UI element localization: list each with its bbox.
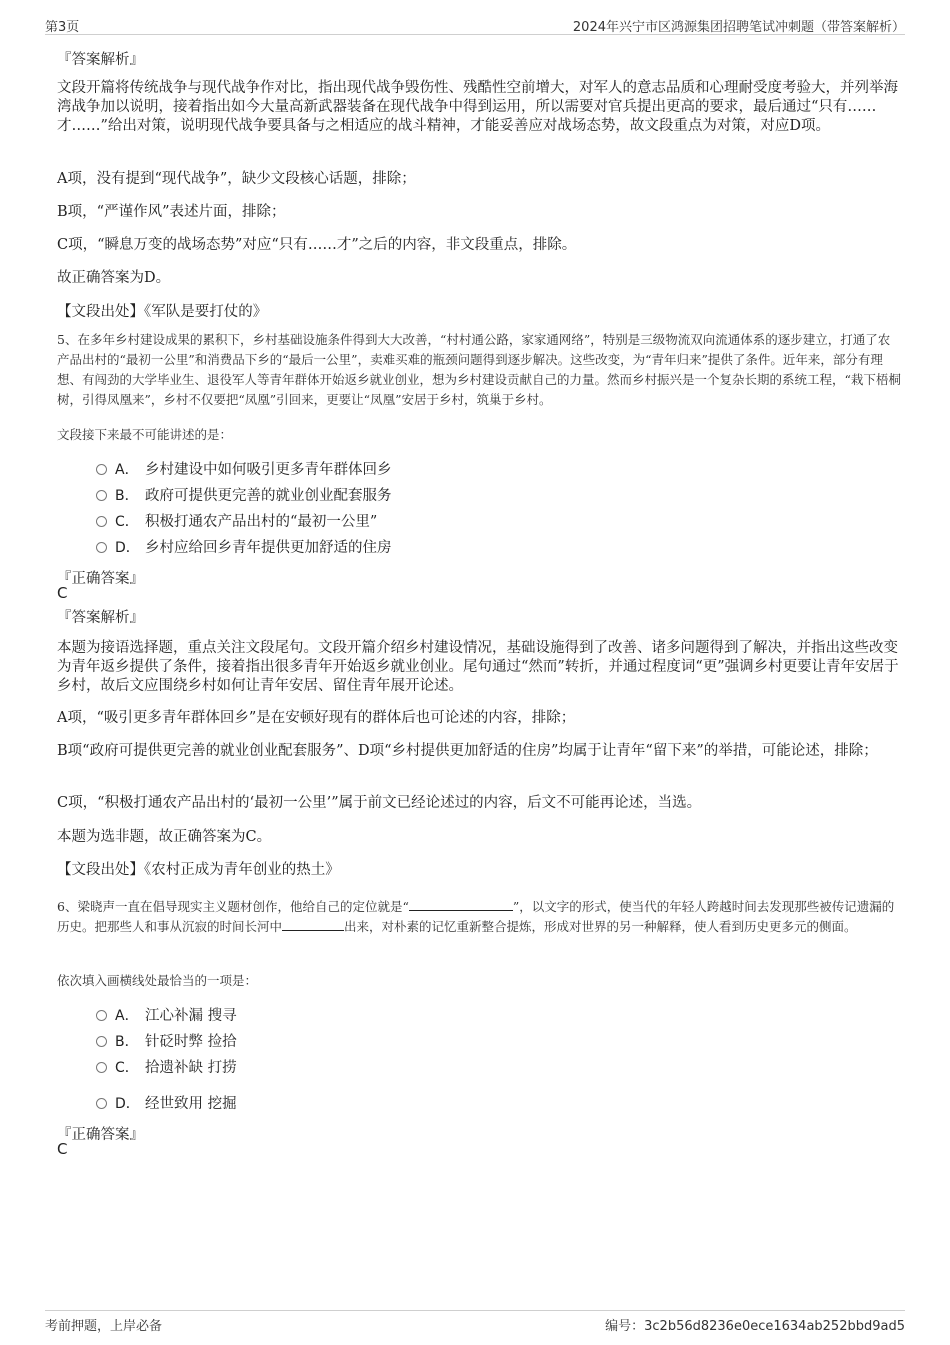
page-number: 第3页 — [45, 20, 80, 35]
q4-conclusion: 故正确答案为D。 — [57, 270, 171, 286]
q6-option-d[interactable]: D． 经世致用 挖掘 — [96, 1094, 237, 1114]
footer-id: 编号：3c2b56d8236e0ece1634ab252bbd9ad5 — [605, 1319, 905, 1334]
q6-answer: C — [57, 1140, 68, 1158]
q4-analysis-tag: 『答案解析』 — [57, 52, 144, 68]
q5-source: 【文段出处】《农村正成为青年创业的热土》 — [57, 862, 340, 878]
radio-icon[interactable] — [96, 542, 107, 553]
radio-icon[interactable] — [96, 464, 107, 475]
q5-option-a[interactable]: A． 乡村建设中如何吸引更多青年群体回乡 — [96, 460, 392, 480]
document-title: 2024年兴宁市区鸿源集团招聘笔试冲刺题（带答案解析） — [572, 20, 905, 35]
radio-icon[interactable] — [96, 1010, 107, 1021]
q5-line-a: A项，“吸引更多青年群体回乡”是在安顿好现有的群体后也可论述的内容，排除； — [57, 710, 576, 726]
q5-conclusion: 本题为选非题，故正确答案为C。 — [57, 829, 272, 845]
q5-answer-tag: 『正确答案』 — [57, 571, 144, 587]
radio-icon[interactable] — [96, 490, 107, 501]
q5-option-d[interactable]: D． 乡村应给回乡青年提供更加舒适的住房 — [96, 538, 392, 558]
q4-line-a: A项，没有提到“现代战争”，缺少文段核心话题，排除； — [57, 171, 416, 187]
q6-option-b[interactable]: B． 针砭时弊 捡拾 — [96, 1032, 237, 1052]
document-code: 3c2b56d8236e0ece1634ab252bbd9ad5 — [644, 1319, 905, 1334]
q4-line-c: C项，“瞬息万变的战场态势”对应“只有……才”之后的内容，非文段重点，排除。 — [57, 237, 577, 253]
q5-stem: 5、在多年乡村建设成果的累积下，乡村基础设施条件得到大大改善，“村村通公路，家家通网络”，特别是三级物流双向流通体系的逐步建立，打通了农产品出村的“最初一公里”和消费品下乡的“最后一公里”，卖难买难的瓶颈问题得到逐步解决。这些改变，为“青年归来”提供了条件。近年来，部分有理想、有闯劲的大学毕业生、退役军人等青年群体开始返乡就业创业，想为乡村建设贡献自己的力量。然而乡村振兴是一个复杂长期的系统工程，“栽下梧桐树，引得凤凰来”，乡村不仅要把“凤凰”引回来，更要让“凤凰”安居于乡村，筑巢于乡村。 — [57, 332, 901, 407]
page-footer — [45, 1310, 905, 1335]
q5-option-b[interactable]: B． 政府可提供更完善的就业创业配套服务 — [96, 486, 392, 506]
q5-line-c: C项，“积极打通农产品出村的‘最初一公里’”属于前文已经论述过的内容，后文不可能再论述，当选。 — [57, 795, 702, 811]
q4-line-b: B项，“严谨作风”表述片面，排除； — [57, 204, 286, 220]
blank-2 — [282, 917, 344, 931]
radio-icon[interactable] — [96, 1098, 107, 1109]
q6-option-a[interactable]: A． 江心补漏 搜寻 — [96, 1006, 237, 1026]
q5-analysis-tag: 『答案解析』 — [57, 610, 144, 626]
q5-answer: C — [57, 584, 68, 602]
q4-analysis: 文段开篇将传统战争与现代战争作对比，指出现代战争毁伤性、残酷性空前增大，对军人的意志品质和心理耐受度考验大，并列举海湾战争加以说明，接着指出如今大量高新武器装备在现代战争中得到运用，所以需要对官兵提出更高的要求，最后通过“只有……才……”给出对策，说明现代战争要具备与之相适应的战斗精神，才能妥善应对战场态势，故文段重点为对策，对应D项。 — [57, 80, 898, 134]
footer-slogan: 考前押题，上岸必备 — [45, 1319, 163, 1334]
q5-question: 文段接下来最不可能讲述的是： — [57, 427, 233, 442]
q6-option-c[interactable]: C． 拾遗补缺 打捞 — [96, 1058, 237, 1078]
q6-answer-tag: 『正确答案』 — [57, 1127, 144, 1143]
q6-stem: 6、梁晓声一直在倡导现实主义题材创作，他给自己的定位就是“ ”，以文字的形式，使当代的年轻人跨越时间去发现那些被传记遗漏的历史。把那些人和事从沉寂的时间长河中 出来，对朴素的记忆重新整合提炼，形成对世界的另一种解释，使人看到历史更多元的侧面。 — [57, 899, 895, 934]
page-header — [45, 14, 905, 35]
q5-line-bd: B项“政府可提供更完善的就业创业配套服务”、D项“乡村提供更加舒适的住房”均属于让青年“留下来”的举措，可能论述，排除； — [57, 743, 878, 759]
q5-analysis: 本题为接语选择题，重点关注文段尾句。文段开篇介绍乡村建设情况，基础设施得到了改善、诸多问题得到了解决，并指出这些改变为青年返乡提供了条件，接着指出很多青年开始返乡就业创业。尾句通过“然而”转折，并通过程度词“更”强调乡村更要让青年安居于乡村，故后文应围绕乡村如何让青年安居、留住青年展开论述。 — [57, 640, 899, 694]
q5-option-c[interactable]: C． 积极打通农产品出村的“最初一公里” — [96, 512, 377, 532]
q4-source: 【文段出处】《军队是要打仗的》 — [57, 304, 268, 320]
radio-icon[interactable] — [96, 1036, 107, 1047]
radio-icon[interactable] — [96, 1062, 107, 1073]
radio-icon[interactable] — [96, 516, 107, 527]
blank-1 — [409, 897, 513, 911]
q6-question: 依次填入画横线处最恰当的一项是： — [57, 973, 258, 988]
